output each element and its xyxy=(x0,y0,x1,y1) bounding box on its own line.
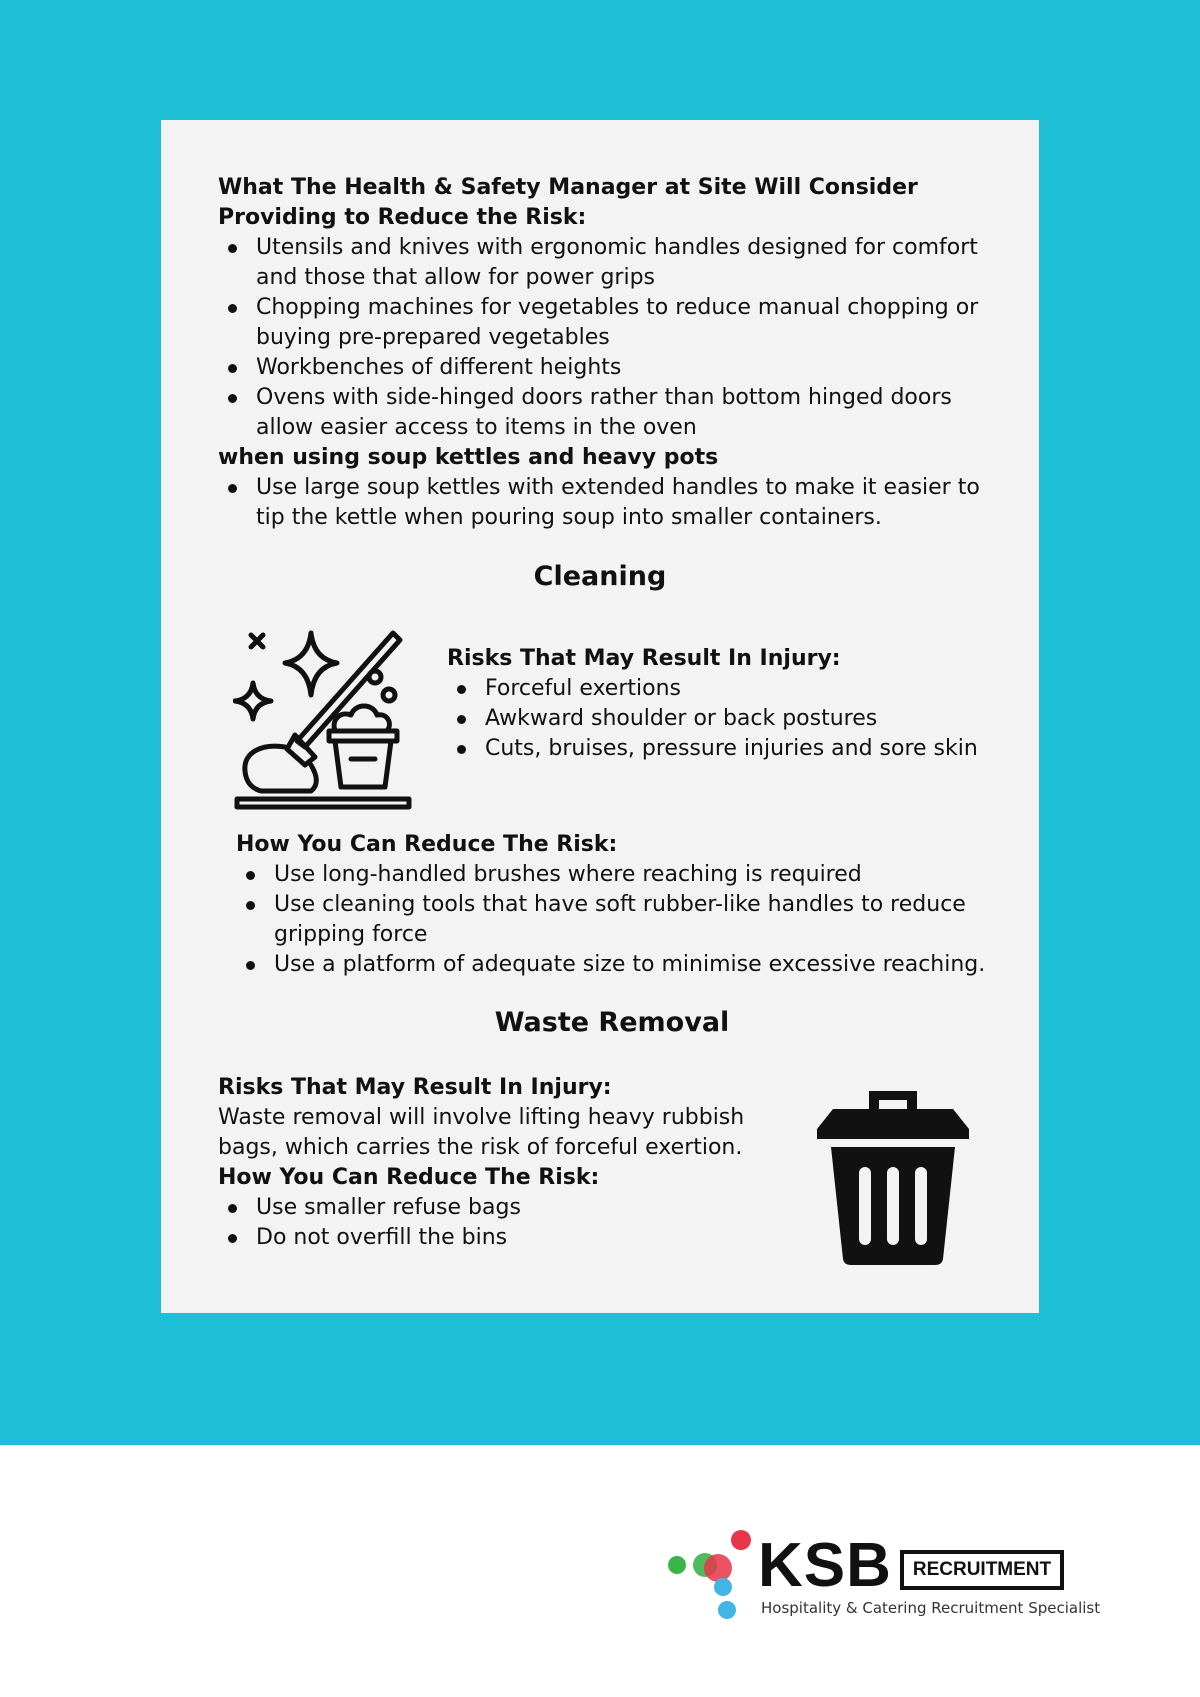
provide-section xyxy=(218,173,998,533)
list-item: Chopping machines for vegetables to reduce manual chopping or buying pre-prepared vegetables xyxy=(218,293,998,353)
list-item: Ovens with side-hinged doors rather than bottom hinged doors allow easier access to items in the oven xyxy=(218,383,998,443)
list-item: Use long-handled brushes where reaching is required xyxy=(236,860,996,890)
list-item: Forceful exertions xyxy=(447,674,1007,704)
logo-text: KSB xyxy=(758,1531,892,1600)
cleaning-risks-heading: Risks That May Result In Injury: xyxy=(447,646,841,671)
cleaning-reduce-list xyxy=(236,860,996,980)
list-item: Use large soup kettles with extended handles to make it easier to tip the kettle when pouring soup into smaller containers. xyxy=(218,473,998,533)
content-card xyxy=(161,120,1039,1313)
waste-risks-text: Waste removal will involve lifting heavy rubbish bags, which carries the risk of forceful exertion. xyxy=(218,1105,745,1160)
list-item: Do not overfill the bins xyxy=(218,1223,778,1253)
provide-list xyxy=(218,233,998,443)
cleaning-risks xyxy=(447,644,1007,764)
provide-heading: What The Health & Safety Manager at Site Will Consider Providing to Reduce the Risk: xyxy=(218,175,918,230)
waste-reduce-list xyxy=(218,1193,778,1253)
logo-badge: RECRUITMENT xyxy=(900,1550,1064,1590)
logo-dots-icon xyxy=(665,1525,755,1625)
waste-reduce-heading: How You Can Reduce The Risk: xyxy=(218,1165,600,1190)
cleaning-icon xyxy=(233,625,418,810)
cleaning-reduce xyxy=(236,830,996,980)
cleaning-reduce-heading: How You Can Reduce The Risk: xyxy=(236,832,618,857)
soup-list xyxy=(218,473,998,533)
list-item: Awkward shoulder or back postures xyxy=(447,704,1007,734)
list-item: Cuts, bruises, pressure injuries and sore skin xyxy=(447,734,1007,764)
list-item: Use a platform of adequate size to minimise excessive reaching. xyxy=(236,950,996,980)
waste-section xyxy=(218,1073,778,1253)
list-item: Use cleaning tools that have soft rubber-like handles to reduce gripping force xyxy=(236,890,996,950)
waste-title: Waste Removal xyxy=(494,1007,730,1038)
list-item: Workbenches of different heights xyxy=(218,353,998,383)
cleaning-risks-list xyxy=(447,674,1007,764)
list-item: Utensils and knives with ergonomic handles designed for comfort and those that allow for power grips xyxy=(218,233,998,293)
waste-risks-heading: Risks That May Result In Injury: xyxy=(218,1075,612,1100)
company-logo xyxy=(665,1525,1101,1625)
logo-tagline: Hospitality & Catering Recruitment Specialist xyxy=(761,1599,1101,1617)
soup-subheading: when using soup kettles and heavy pots xyxy=(218,445,719,470)
list-item: Use smaller refuse bags xyxy=(218,1193,778,1223)
trash-bin-icon xyxy=(813,1087,973,1267)
cleaning-title: Cleaning xyxy=(533,561,667,592)
